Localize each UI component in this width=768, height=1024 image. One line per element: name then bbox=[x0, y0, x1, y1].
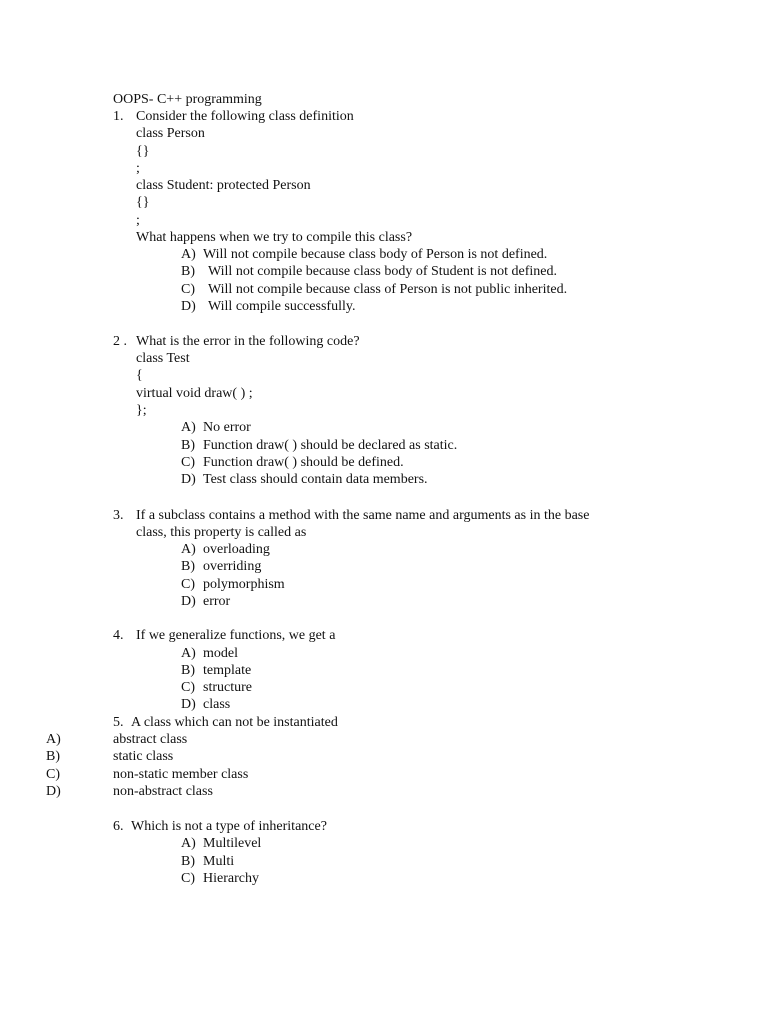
q2-option-text: Function draw( ) should be declared as static. bbox=[203, 438, 458, 453]
q3-prompt: If a subclass contains a method with the same name and arguments as in the base bbox=[136, 508, 590, 523]
q2-code-line: virtual void draw( ) ; bbox=[136, 386, 253, 401]
q4-option-label: C) bbox=[181, 680, 195, 695]
q5-option-label: A) bbox=[46, 732, 61, 747]
q2-option-label: A) bbox=[181, 420, 196, 435]
q1-number: 1. bbox=[113, 109, 124, 124]
q3-option-text: error bbox=[203, 594, 231, 609]
q6-option-text: Hierarchy bbox=[203, 871, 259, 886]
q3-option-text: polymorphism bbox=[203, 577, 285, 592]
q4-option-text: class bbox=[203, 697, 231, 712]
q2-option-text: Test class should contain data members. bbox=[203, 472, 428, 487]
q5-option-text: non-static member class bbox=[113, 767, 249, 782]
q6-option-label: C) bbox=[181, 871, 195, 886]
q5-option-text: non-abstract class bbox=[113, 784, 213, 799]
q6-option-label: A) bbox=[181, 836, 196, 851]
q1-option-label: A) bbox=[181, 247, 196, 262]
document-title: OOPS- C++ programming bbox=[113, 92, 262, 107]
q2-prompt: What is the error in the following code? bbox=[136, 334, 360, 349]
q2-option-label: C) bbox=[181, 455, 195, 470]
q4-option-text: model bbox=[203, 646, 238, 661]
q1-option-text: Will compile successfully. bbox=[208, 299, 356, 314]
q1-option-text: Will not compile because class body of Student is not defined. bbox=[208, 264, 557, 279]
q5-option-text: static class bbox=[113, 749, 174, 764]
q3-prompt-continued: class, this property is called as bbox=[136, 525, 307, 540]
q3-option-text: overriding bbox=[203, 559, 262, 574]
q6-option-text: Multilevel bbox=[203, 836, 262, 851]
q4-option-label: D) bbox=[181, 697, 196, 712]
q5-option-text: abstract class bbox=[113, 732, 188, 747]
q1-option-text: Will not compile because class body of Person is not defined. bbox=[203, 247, 548, 262]
q2-code-line: { bbox=[136, 368, 143, 383]
q2-code-line: }; bbox=[136, 403, 147, 418]
q4-prompt: If we generalize functions, we get a bbox=[136, 628, 336, 643]
q1-option-label: B) bbox=[181, 264, 195, 279]
q2-number: 2 . bbox=[113, 334, 127, 349]
q2-option-label: B) bbox=[181, 438, 195, 453]
q3-option-label: B) bbox=[181, 559, 195, 574]
q1-option-label: C) bbox=[181, 282, 195, 297]
q1-code-line: ; bbox=[136, 213, 140, 228]
q1-code-line: {} bbox=[136, 144, 150, 159]
q5-prompt: A class which can not be instantiated bbox=[131, 715, 338, 730]
q5-option-label: C) bbox=[46, 767, 60, 782]
q3-option-label: D) bbox=[181, 594, 196, 609]
q6-number: 6. bbox=[113, 819, 124, 834]
q1-prompt: Consider the following class definition bbox=[136, 109, 354, 124]
q4-option-label: A) bbox=[181, 646, 196, 661]
q5-option-label: B) bbox=[46, 749, 60, 764]
q1-code-line: class Student: protected Person bbox=[136, 178, 311, 193]
q3-option-label: A) bbox=[181, 542, 196, 557]
q4-number: 4. bbox=[113, 628, 124, 643]
q1-option-label: D) bbox=[181, 299, 196, 314]
q1-code-line: ; bbox=[136, 161, 140, 176]
q6-option-text: Multi bbox=[203, 854, 235, 869]
q1-option-text: Will not compile because class of Person is not public inherited. bbox=[208, 282, 568, 297]
q4-option-label: B) bbox=[181, 663, 195, 678]
q1-code-line: class Person bbox=[136, 126, 205, 141]
q3-option-label: C) bbox=[181, 577, 195, 592]
q4-option-text: template bbox=[203, 663, 252, 678]
q5-option-label: D) bbox=[46, 784, 61, 799]
q3-number: 3. bbox=[113, 508, 124, 523]
q2-option-label: D) bbox=[181, 472, 196, 487]
q6-prompt: Which is not a type of inheritance? bbox=[131, 819, 327, 834]
q1-question: What happens when we try to compile this class? bbox=[136, 230, 413, 245]
q1-code-line: {} bbox=[136, 195, 150, 210]
q3-option-text: overloading bbox=[203, 542, 270, 557]
q4-option-text: structure bbox=[203, 680, 252, 695]
q2-option-text: No error bbox=[203, 420, 251, 435]
q6-option-label: B) bbox=[181, 854, 195, 869]
q5-number: 5. bbox=[113, 715, 124, 730]
q2-code-line: class Test bbox=[136, 351, 190, 366]
q2-option-text: Function draw( ) should be defined. bbox=[203, 455, 404, 470]
